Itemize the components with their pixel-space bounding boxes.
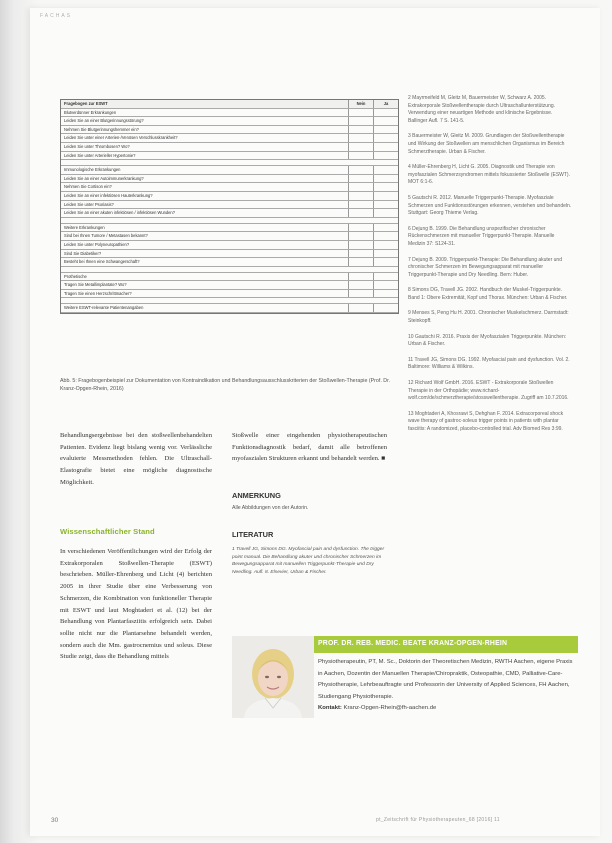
questionnaire-question: Leiden Sie an einer akuten infektiösen / infektiösen Wunden? [61,209,349,217]
reference-item: 6 Dejung B. 1999. Die Behandlung unspezifischer chronischer Rückenschmerzen mit manueller Triggerpunkt-Therapie. Manuelle Medizin 37: S124-31. [408,225,555,247]
questionnaire-nein-cell[interactable] [349,241,374,249]
questionnaire-question: Tragen Sie einen Herzschrittmacher? [61,290,349,298]
questionnaire-ja-cell[interactable] [374,183,398,191]
reference-list [408,95,572,442]
questionnaire-nein-cell[interactable] [349,224,374,232]
reference-item: 9 Menses S, Peng Hu H. 2001. Chronischer Muskelschmerz. Darmstadt: Steinkopff. [408,310,569,325]
questionnaire-ja-cell [374,267,398,272]
questionnaire-nein-cell[interactable] [349,175,374,183]
questionnaire-question: Blutverdünner Erkrankungen [61,109,349,117]
questionnaire-nein-cell[interactable] [349,304,374,312]
literatur-entry: 1 Travell JG, Simons DG. Myofascial pain and dysfunction. The trigger point manual. Die Behandlung akuter und chronischer Schmerzen im Bewegungsapparat mit manuellen Triggerpunkt-Therapie und Dry Needling. Aufl. 8. Elsevier, Urban & Fischer. [232,547,385,576]
questionnaire-nein-cell[interactable] [349,143,374,151]
questionnaire-ja-cell[interactable] [374,250,398,258]
reference-item: 7 Dejung B. 2009. Triggerpunkt-Therapie: Die Behandlung akuter und chronischer Schmerzen im Bewegungsapparat mit manueller Triggerpunkt-Therapie und Dry Needling. Bern: Huber. [408,256,562,278]
author-bio-block [318,657,574,715]
questionnaire-ja-cell[interactable] [374,304,398,312]
questionnaire-row [61,126,398,135]
questionnaire-row [61,192,398,201]
author-contact-label: Kontakt: [318,705,342,711]
questionnaire-row [61,241,398,250]
questionnaire-ja-cell[interactable] [374,109,398,117]
running-header: FACHAS [40,13,73,19]
questionnaire-question: Leiden Sie unter Arterieller Hypertonie? [61,152,349,160]
questionnaire-ja-cell[interactable] [374,192,398,200]
questionnaire-row [61,117,398,126]
questionnaire-nein-cell[interactable] [349,281,374,289]
author-portrait-image [232,636,314,718]
questionnaire-nein-cell [349,218,374,223]
questionnaire-row [61,273,398,282]
questionnaire-row [61,109,398,118]
questionnaire-row [61,232,398,241]
questionnaire-row [61,152,398,161]
author-name: PROF. DR. REB. MEDIC. BEATE KRANZ-OPGEN-RHEIN [318,640,508,647]
questionnaire-question: Immunologische Erkrankungen [61,166,349,174]
questionnaire-nein-cell [349,160,374,165]
left-intro-paragraph: Behandlungsergebnisse bei den stoßwellenbehandelten Patienten. Evidenz liegt bislang wenig vor. Verlässliche evaluierte Messmethoden fehlen. Die Ultraschall-Elastografie bietet eine mögliche diagnostische Möglichkeit. [60,432,212,486]
questionnaire-question: Weitere Erkrankungen [61,224,349,232]
questionnaire-row [61,175,398,184]
reference-item: 5 Gautschi R. 2012. Manuelle Triggerpunkt-Therapie. Myofasziale Schmerzen und Funktionsstörungen erkennen, verstehen und behandeln. Stuttgart: Georg Thieme Verlag. [408,194,572,217]
page-number: 30 [51,817,59,824]
questionnaire-header-row [61,100,398,109]
questionnaire-ja-cell [374,218,398,223]
questionnaire-question: Nehmen Sie Blutgerinnungshemmer ein? [61,126,349,134]
reference-item: 4 Müller-Ehrenberg H, Licht G. 2005. Diagnostik und Therapie von myofaszialen Schmerzsyndromen mittels fokussierter Stoßwelle (ESWT). MOT 6:1-6. [408,164,570,186]
questionnaire-nein-cell[interactable] [349,258,374,266]
questionnaire-ja-cell[interactable] [374,134,398,142]
questionnaire-question: Leiden Sie an einer Blutgerinnungsstörung? [61,117,349,125]
questionnaire-row [61,290,398,299]
questionnaire-table [60,99,399,314]
questionnaire-ja-cell[interactable] [374,232,398,240]
author-contact-email[interactable]: Kranz-Opgen-Rhein@fh-aachen.de [343,705,437,711]
questionnaire-question: Sind bei Ihnen Tumore / Metastasen bekannt? [61,232,349,240]
questionnaire-nein-cell[interactable] [349,250,374,258]
body-mid-intro [232,430,387,465]
questionnaire-ja-cell[interactable] [374,281,398,289]
anmerkung-text: Alle Abbildungen von der Autorin. [232,505,309,511]
section-paragraph: In verschiedenen Veröffentlichungen wird der Erfolg der Extrakorporalen Stoßwellen-Therapie (ESWT) beschrieben. Müller-Ehrenberg und Licht (4) berichten 2005 in ihrer Studie über eine Verbesserung von Schmerzen, die Kombination von funktioneller Therapie mit ESWT und laut Moghtaderi et al. (12) bei der Behandlung von Plantarfasziitis erfolgreich sein. Dabei sollte nicht nur die Plantarsehne behandelt werden, sondern auch die Mm. gastrocnemius und soleus. Diese Studie zeigt, dass die Behandlung mittels [60,548,212,661]
questionnaire-question [61,267,349,272]
questionnaire-nein-cell[interactable] [349,192,374,200]
reference-item: 10 Gautschi R. 2016. Praxis der Myofaszialen Triggerpunkte. München: Urban & Fischer. [408,333,567,348]
questionnaire-question: Tragen Sie Metallimplantate? Wo? [61,281,349,289]
questionnaire-ja-cell[interactable] [374,258,398,266]
journal-footer: pt_Zeitschrift für Physiotherapeuten_68 [2016] 11 [376,817,500,823]
reference-item: 8 Simons DG, Travell JG. 2002. Handbuch der Muskel-Triggerpunkte. Band 1: Obere Extremität, Kopf und Thorax. München: Urban & Fischer. [408,287,568,301]
questionnaire-nein-cell[interactable] [349,290,374,298]
author-bio: Physiotherapeutin, PT, M. Sc., Doktorin der Theoretischen Medizin, RWTH Aachen, eigene Praxis in Aachen, Dozentin der Manuellen Therapie/Chiropraktik, Osteopathie, CMD, Palliative-Care-Physiotherapie, Lehrbeauftragte und Professorin der University of Applied Sciences, FH Aachen, Studiengang Physiotherapie. [318,659,573,700]
questionnaire-ja-cell[interactable] [374,175,398,183]
body-left-intro [60,430,212,489]
questionnaire-nein-cell[interactable] [349,117,374,125]
questionnaire-question: Leiden Sie unter einer Arterien-/Venösen Verschlusskrankheit? [61,134,349,142]
questionnaire-nein-cell[interactable] [349,166,374,174]
questionnaire-question: Leiden Sie an einer infektiösen Hauterkrankung? [61,192,349,200]
anmerkung-heading: ANMERKUNG [232,491,281,500]
questionnaire-question: Besteht bei Ihnen eine Schwangerschaft? [61,258,349,266]
questionnaire-ja-cell[interactable] [374,224,398,232]
questionnaire-nein-cell[interactable] [349,109,374,117]
questionnaire-header-ja: Ja [383,101,389,106]
questionnaire-question: Prothetische [61,273,349,281]
mid-intro-text: Stoßwelle einer eingehenden physiotherapeutischen Funktionsdiagnostik bedarf, damit alle betroffenen myofaszialen Strukturen erkannt und behandelt werden. [232,432,387,463]
questionnaire-row [61,201,398,210]
questionnaire-header-question: Fragebogen zur ESWT [61,100,349,108]
questionnaire-question [61,160,349,165]
questionnaire-body [61,109,398,313]
questionnaire-question: Leiden Sie unter Psoriasis? [61,201,349,209]
questionnaire-question: Sind Sie Diabetiker? [61,250,349,258]
author-photo [232,636,314,718]
questionnaire-row [61,258,398,267]
questionnaire-question [61,298,349,303]
questionnaire-nein-cell[interactable] [349,152,374,160]
questionnaire-ja-cell [374,160,398,165]
questionnaire-question: Nehmen Sie Cortison ein? [61,183,349,191]
questionnaire-row [61,250,398,259]
reference-item: 13 Moghtaderi A, Khosrawi S, Dehghan F. 2014. Extracorporeal shock wave therapy of gastroc-soleus trigger points in patients with plantar fasciitis: A randomized, placebo-controlled trial. Adv Biomed Res 3:99. [408,410,564,432]
questionnaire-question: Leiden Sie unter Polyneuropathien? [61,241,349,249]
questionnaire-question: Leiden Sie an einer Autoimmunerkrankung? [61,175,349,183]
mid-intro-paragraph [232,430,387,465]
questionnaire-nein-cell[interactable] [349,183,374,191]
questionnaire-nein-cell[interactable] [349,232,374,240]
questionnaire-nein-cell [349,298,374,303]
questionnaire-ja-cell[interactable] [374,201,398,209]
questionnaire-question [61,218,349,223]
reference-item: 11 Travell JG, Simons DG. 1992. Myofascial pain and dysfunction. Vol. 2. Baltimore: Williams & Wilkins. [408,356,570,371]
questionnaire-question: Leiden Sie unter Thrombosen? Wo? [61,143,349,151]
questionnaire-ja-cell[interactable] [374,152,398,160]
reference-item: 12 Richard Wolf GmbH. 2016. ESWT - Extrakorporale Stoßwellen Therapie in der Orthopädie; www.richard-wolf.com/de/schmerztherapie/stosswellentherapie. Zugriff am 10.7.2016. [408,380,569,402]
questionnaire-ja-cell[interactable] [374,290,398,298]
questionnaire-ja-cell[interactable] [374,166,398,174]
section-title: Wissenschaftlicher Stand [60,527,155,536]
questionnaire-nein-cell[interactable] [349,209,374,217]
questionnaire-ja-cell[interactable] [374,126,398,134]
questionnaire-ja-cell[interactable] [374,209,398,217]
questionnaire-row [61,209,398,218]
reference-item: 2 Mayrmeifeld M, Gleitz M, Bauermeister W, Schwarz A. 2005. Extrakorporale Stoßwellentherapie durch Ultraschallunterstützung. Verwendung einer neuartigen Methode und klinische Ergebnisse. Ballinger Aufl. 7 S. 141-5. [408,95,556,124]
questionnaire-ja-cell[interactable] [374,117,398,125]
questionnaire-nein-cell[interactable] [349,134,374,142]
questionnaire-ja-cell[interactable] [374,143,398,151]
questionnaire-ja-cell[interactable] [374,273,398,281]
questionnaire-row [61,281,398,290]
questionnaire-row [61,304,398,313]
questionnaire-header-nein: Nein [349,100,374,108]
questionnaire-nein-cell[interactable] [349,273,374,281]
questionnaire-question: Weitere ESWT-relevante Patientenangaben [61,304,349,312]
questionnaire-row [61,143,398,152]
questionnaire-row [61,166,398,175]
questionnaire-row [61,183,398,192]
reference-item: 3 Bauermeister W, Gleitz M. 2009. Grundlagen der Stoßwellentherapie und Wirkung der Stoßwellen am menschlichen Organismus im Bereich Schmerztherapie. Urban & Fischer. [408,133,565,155]
questionnaire-nein-cell[interactable] [349,201,374,209]
questionnaire-row [61,224,398,233]
questionnaire-nein-cell[interactable] [349,126,374,134]
questionnaire-ja-cell[interactable] [374,241,398,249]
body-section-text [60,546,212,663]
figure-caption: Abb. 5: Fragebogenbeispiel zur Dokumentation von Kontraindikation und Behandlungsausschlusskriterien der Stoßwellen-Therapie (Prof. Dr. Kranz-Opgen-Rhein, 2016) [60,378,391,393]
article-end-mark: ■ [381,455,386,463]
questionnaire-ja-cell [374,298,398,303]
questionnaire-nein-cell [349,267,374,272]
literatur-heading: LITERATUR [232,530,274,539]
questionnaire-row [61,134,398,143]
